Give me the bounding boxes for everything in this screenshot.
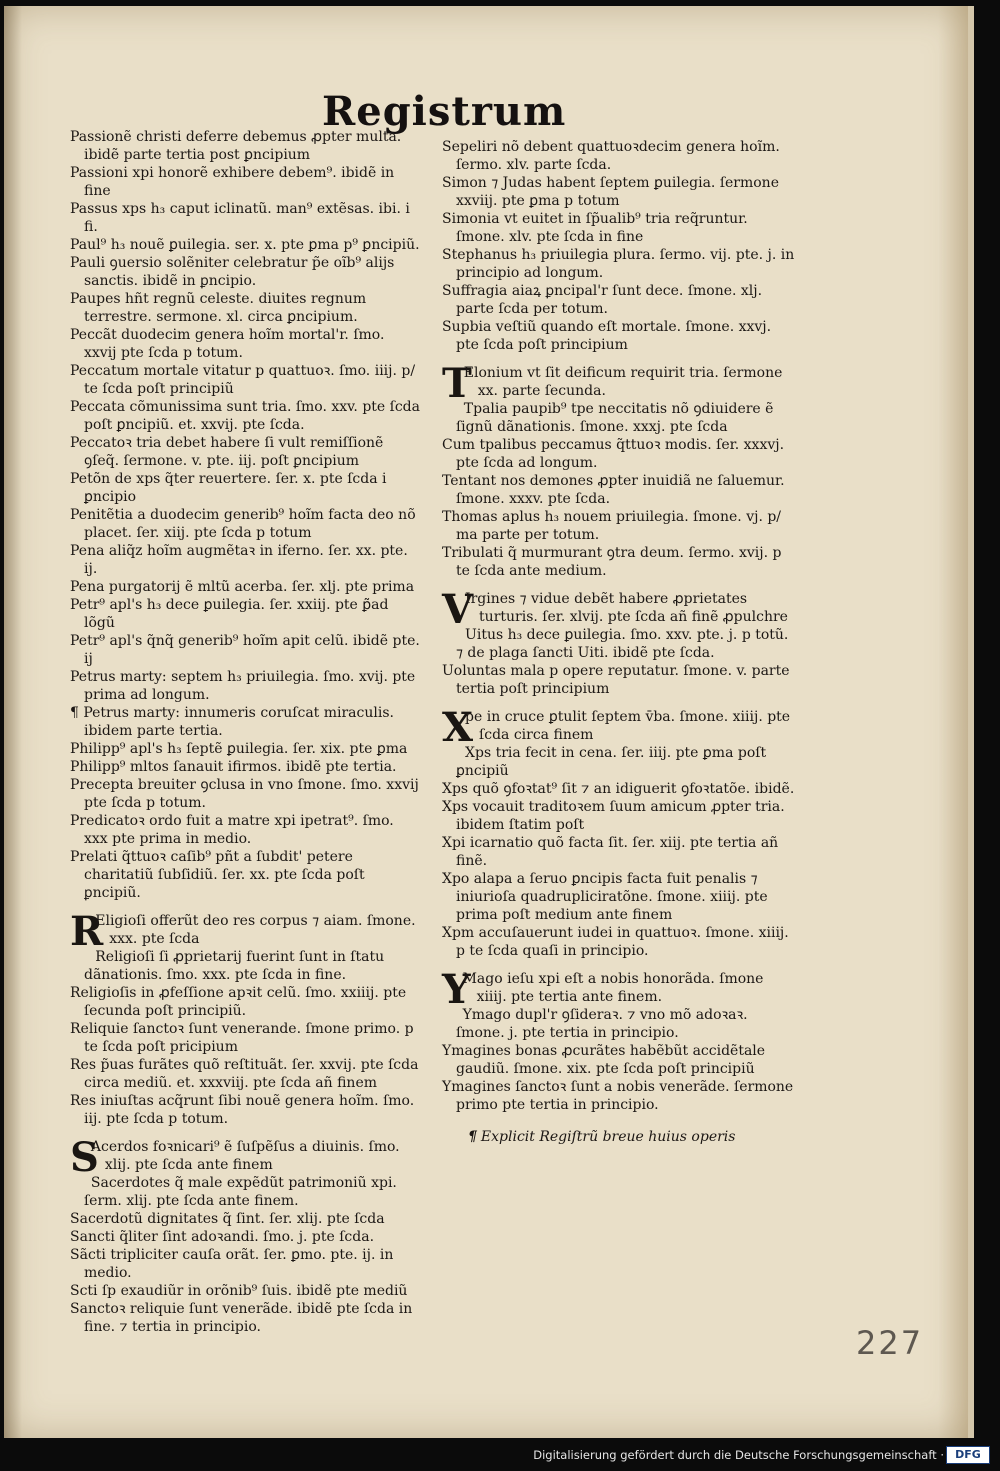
section-r (70, 908, 420, 1128)
initial-letter-v: V (442, 586, 474, 633)
register-entry: Ymagines bonas ꝓcurãtes habẽbũt accidẽtale gaudiũ. ſmone. xix. pte ſcda poſt principiũ (442, 1043, 766, 1077)
register-entry: Xpo alapa a ſeruo ꝑncipis facta fuit penalis ⁊ iniurioſa quadrupliciratõne. ſmone. xiiij. pte prima poſt medium ante finem (442, 871, 768, 923)
footer-bar (0, 1438, 1000, 1471)
initial-letter-y: Y (442, 966, 471, 1013)
register-entry: Stephanus h₃ priuilegia plura. ſermo. vij. pte. j. in principio ad longum. (442, 247, 795, 281)
register-entry: Xpm accuſauerunt iudei in quattuoꝛ. ſmone. xiiij. p te ſcda quaſi in principio. (442, 925, 789, 959)
register-entry: ¶ Petrus marty: innumeris coruſcat miraculis. ibidem parte tertia. (70, 705, 394, 739)
handwritten-page-number: 227 (856, 1324, 924, 1362)
entries-p (70, 128, 420, 902)
initial-letter-x: X (442, 704, 474, 751)
register-entry: Sãcti tripliciter cauſa orãt. ſer. ꝑmo. pte. ij. in medio. (70, 1247, 394, 1281)
register-entry: Xps quõ ꝯfoꝛtat⁹ ſit ⁊ an idiguerit ꝯfoꝛtatõe. ibidẽ. (442, 781, 795, 797)
register-entry: Predicatoꝛ ordo fuit a matre xpi ipetrat⁹. ſmo. xxx pte prima in medio. (70, 813, 394, 847)
register-entry: Petr⁹ apl's h₃ dece ꝑuilegia. ſer. xxiij. pte ꝑ̃ad lõgũ (70, 597, 389, 631)
page-edge-shadow (938, 6, 968, 1438)
register-entry: Xps vocauit traditoꝛem ſuum amicum ꝓpter tria. ibidem ſtatim poſt (442, 799, 785, 833)
page-title: Registrum (322, 88, 567, 135)
register-entry: Sepeliri nõ debent quattuoꝛdecim genera hoĩm. ſermo. xlv. parte ſcda. (442, 139, 780, 173)
register-entry: Petrus marty: septem h₃ priuilegia. ſmo. xvij. pte prima ad longum. (70, 669, 416, 703)
register-entry: Pena aliq̃z hoĩm augmẽtaꝛ in iferno. ſer. xx. pte. ij. (70, 543, 408, 577)
dfg-logo: DFG (946, 1446, 990, 1464)
register-entry: Paupes hñt regnũ celeste. diuites regnum terrestre. sermone. xl. circa ꝑncipium. (70, 291, 367, 325)
register-entry: Irgines ⁊ vidue debẽt habere ꝓprietates turturis. ſer. xlvij. pte ſcda añ finẽ ꝓpulchre (465, 591, 788, 625)
section-y (442, 966, 797, 1114)
register-entry: Tentant nos demones ꝓpter inuidiã ne ſaluemur. ſmone. xxxv. pte ſcda. (442, 473, 785, 507)
register-entry: Ymago dupl'r ꝯſideraꝛ. ⁊ vno mõ adoꝛaꝛ. ſmone. j. pte tertia in principio. (456, 1007, 748, 1041)
register-entry: Peccatum mortale vitatur p quattuoꝛ. ſmo. iiij. p/ te ſcda poſt principiũ (70, 363, 416, 397)
pilcrow-icon: ¶ (468, 1129, 477, 1145)
register-entry: Res p̃uas furãtes quõ reſtituãt. ſer. xxvij. pte ſcda circa mediũ. et. xxxviij. pte ſcda añ finem (70, 1057, 419, 1091)
register-entry: Thomas aplus h₃ nouem priuilegia. ſmone. vj. p/ ma parte per totum. (442, 509, 782, 543)
explicit-text: Explicit Regiſtrũ breue huius operis (480, 1129, 736, 1145)
register-entry: Sanctoꝛ reliquie ſunt venerãde. ibidẽ pte ſcda in fine. ⁊ tertia in principio. (70, 1301, 413, 1335)
section-t (442, 360, 797, 580)
register-entry: Simonia vt euitet in ſp̃ualib⁹ tria req̃runtur. ſmone. xlv. pte ſcda in fine (442, 211, 748, 245)
register-entry: Sacerdotes q̃ male expẽdũt patrimoniũ xpi. ſerm. xlij. pte ſcda ante finem. (84, 1175, 397, 1209)
register-entry: Scti ſp exaudiũr in orõnib⁹ ſuis. ibidẽ pte mediũ (70, 1283, 408, 1299)
register-entry: Uoluntas mala p opere reputatur. ſmone. v. parte tertia poſt principium (442, 663, 790, 697)
right-column (442, 138, 797, 1146)
register-entry: Petõn de xps q̃ter reuertere. ſer. x. pte ſcda i ꝑncipio (70, 471, 387, 505)
left-column (70, 128, 420, 1336)
register-entry: Tpalia paupib⁹ tpe neccitatis nõ ꝯdiuidere ẽ ſignũ dãnationis. ſmone. xxxj. pte ſcda (456, 401, 774, 435)
initial-letter-t: T (442, 360, 472, 407)
register-entry: pe in cruce ꝑtulit ſeptem v̄ba. ſmone. xiiij. pte ſcda circa finem (465, 709, 791, 743)
register-entry: Ymagines ſanctoꝛ ſunt a nobis venerãde. ſermone primo pte tertia in principio. (442, 1079, 794, 1113)
register-entry: Peccata cõmunissima sunt tria. ſmo. xxv. pte ſcda poſt ꝑncipiũ. et. xxvij. pte ſcda. (70, 399, 420, 433)
manuscript-page (4, 6, 974, 1438)
register-entry: Peccatoꝛ tria debet habere ſi vult remiſſionẽ ꝯſeq̃. ſermone. v. pte. iij. poſt ꝑncipium (70, 435, 384, 469)
register-entry: Eligioſi offerũt deo res corpus ⁊ aiam. ſmone. xxx. pte ſcda (95, 913, 416, 947)
register-entry: Sancti q̃liter ſint adoꝛandi. ſmo. j. pte ſcda. (70, 1229, 375, 1245)
register-entry: Cum tpalibus peccamus q̃ttuoꝛ modis. ſer. xxxvj. pte ſcda ad longum. (442, 437, 785, 471)
register-entry: Acerdos foꝛnicari⁹ ẽ ſuſpẽſus a diuinis. ſmo. xlij. pte ſcda ante finem (90, 1139, 400, 1173)
register-entry: Pena purgatorij ẽ mltũ acerba. ſer. xlj. pte prima (70, 579, 415, 595)
footer-credit: Digitalisierung gefördert durch die Deutsche Forschungsgemeinschaft · (533, 1448, 944, 1462)
register-entry: Penitẽtia a duodecim generib⁹ hoĩm facta deo nõ placet. ſer. xiij. pte ſcda p totum (70, 507, 416, 541)
register-entry: Precepta breuiter ꝯclusa in vno ſmone. ſmo. xxvij pte ſcda p totum. (70, 777, 419, 811)
section-v (442, 586, 797, 698)
register-entry: Peccãt duodecim genera hoĩm mortal'r. ſmo. xxvij pte ſcda p totum. (70, 327, 385, 361)
register-entry: Passionẽ christi deferre debemus ꝓpter multa. ibidẽ parte tertia post ꝑncipium (70, 129, 402, 163)
initial-letter-r: R (70, 908, 104, 955)
section-x (442, 704, 797, 960)
register-entry: Supbia veſtiũ quando eſt mortale. ſmone. xxvj. pte ſcda poſt principium (442, 319, 772, 353)
section-s (70, 1134, 420, 1336)
register-entry: Reliquie ſanctoꝛ ſunt venerande. ſmone primo. p te ſcda poſt pricipium (70, 1021, 414, 1055)
register-entry: Sacerdotũ dignitates q̃ ſint. ſer. xlij. pte ſcda (70, 1211, 385, 1227)
register-entry: Paul⁹ h₃ nouẽ ꝑuilegia. ser. x. pte ꝑma p⁹ ꝑncipiũ. (70, 237, 420, 253)
register-entry: Philipp⁹ mltos ſanauit ifirmos. ibidẽ pte tertia. (70, 759, 397, 775)
register-entry: Passus xps h₃ caput iclinatũ. man⁹ extẽsas. ibi. i fi. (70, 201, 410, 235)
register-entry: Philipp⁹ apl's h₃ ſeptẽ ꝑuilegia. ſer. xix. pte ꝑma (70, 741, 408, 757)
initial-letter-s: S (70, 1134, 99, 1181)
register-entry: Suffragia aiaꝝ ꝑncipal'r ſunt dece. ſmone. xlj. parte ſcda per totum. (442, 283, 763, 317)
register-entry: Res iniuſtas acq̃runt ſibi nouẽ genera hoĩm. ſmo. iij. pte ſcda p totum. (70, 1093, 415, 1127)
register-entry: Religioſis in ꝓfeſſione apꝛit celũ. ſmo. xxiiij. pte ſecunda poſt principiũ. (70, 985, 407, 1019)
register-entry: Passioni xpi honorẽ exhibere debem⁹. ibidẽ in fine (70, 165, 395, 199)
register-entry: Petr⁹ apl's q̃nq̃ generib⁹ hoĩm apit celũ. ibidẽ pte. ij (70, 633, 420, 667)
entries-s-continued (442, 138, 797, 354)
register-entry: Religioſi ſi ꝓprietarij fuerint ſunt in ſtatu dãnationis. ſmo. xxx. pte ſcda in fine. (84, 949, 385, 983)
register-entry: Uitus h₃ dece ꝑuilegia. ſmo. xxv. pte. j. p totũ. ⁊ de plaga ſancti Uiti. ibidẽ pte ſcda. (456, 627, 789, 661)
register-entry: Xps tria fecit in cena. ſer. iiij. pte ꝑma poſt ꝑncipiũ (456, 745, 767, 779)
register-entry: Mago ieſu xpi eſt a nobis honorãda. ſmone xiiij. pte tertia ante finem. (462, 971, 764, 1005)
register-entry: Tribulati q̃ murmurant ꝯtra deum. ſermo. xvij. p te ſcda ante medium. (442, 545, 782, 579)
register-entry: Pauli ꝯuersio solẽniter celebratur p̃e oĩb⁹ alijs sanctis. ibidẽ in ꝑncipio. (70, 255, 395, 289)
register-entry: Prelati q̃ttuoꝛ caſib⁹ pñt a ſubdit' petere charitatiũ ſubſidiũ. ſer. xx. pte ſcda poſt ꝑncipiũ. (70, 849, 365, 901)
register-entry: Simon ⁊ Judas habent ſeptem ꝑuilegia. ſermone xxviij. pte ꝑma p totum (442, 175, 779, 209)
explicit-line (442, 1128, 797, 1146)
register-entry: Xpi icarnatio quõ facta ſit. ſer. xiij. pte tertia añ finẽ. (442, 835, 779, 869)
register-entry: Elonium vt ſit deificum requirit tria. ſermone xx. parte ſecunda. (463, 365, 783, 399)
